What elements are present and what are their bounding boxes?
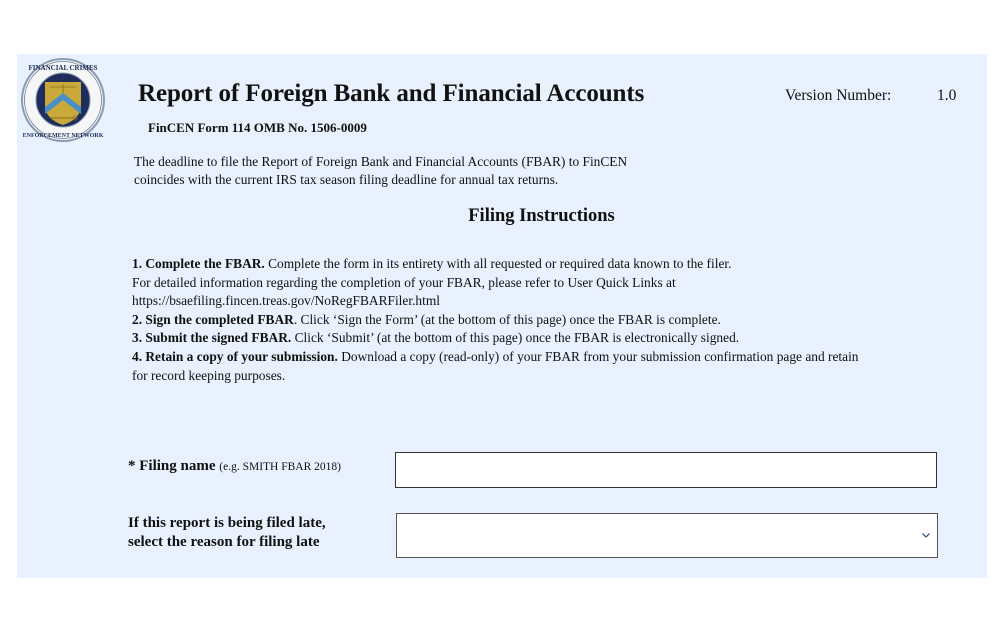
instruction-title: 2. Sign the completed FBAR xyxy=(132,311,294,327)
instruction-text: Complete the form in its entirety with all requested or required data known to the filer. xyxy=(264,256,732,271)
deadline-notice-line: The deadline to file the Report of Foreign Bank and Financial Accounts (FBAR) to FinCEN xyxy=(134,154,628,169)
instruction-item-3 xyxy=(132,329,962,348)
instruction-title: 3. Submit the signed FBAR. xyxy=(132,330,292,346)
instruction-text: Click ‘Submit’ (at the bottom of this page) once the FBAR is electronically signed. xyxy=(291,330,740,346)
chevron-down-icon xyxy=(920,529,932,541)
instruction-title: 1. Complete the FBAR. xyxy=(132,256,265,271)
version-value: 1.0 xyxy=(937,87,957,104)
late-reason-label xyxy=(128,514,326,552)
instruction-item-4 xyxy=(132,348,962,367)
fincen-seal-icon xyxy=(20,57,106,143)
instruction-detail: for record keeping purposes. xyxy=(132,367,286,383)
filing-name-hint: (e.g. SMITH FBAR 2018) xyxy=(219,461,341,473)
filing-name-input[interactable] xyxy=(395,452,937,488)
instructions-list xyxy=(132,255,962,385)
instruction-title: 4. Retain a copy of your submission. xyxy=(132,348,338,364)
deadline-notice-line: coincides with the current IRS tax season filing deadline for annual tax returns. xyxy=(134,172,559,187)
instruction-item-1 xyxy=(132,255,962,274)
quick-links-url[interactable]: https://bsaefiling.fincen.treas.gov/NoRegFBARFiler.html xyxy=(132,293,440,309)
instruction-text: . Click ‘Sign the Form’ (at the bottom of this page) once the FBAR is complete. xyxy=(293,311,721,327)
late-reason-label-line: If this report is being filed late, xyxy=(128,515,326,531)
filing-name-label-text: * Filing name xyxy=(128,458,216,474)
instruction-detail: For detailed information regarding the completion of your FBAR, please refer to User Quick Links at xyxy=(132,274,676,290)
filing-name-label xyxy=(128,457,341,477)
seal-text-bottom: ENFORCEMENT NETWORK xyxy=(22,133,104,139)
page-title: Report of Foreign Bank and Financial Accounts xyxy=(138,80,645,107)
instruction-item-2 xyxy=(132,311,962,330)
deadline-notice xyxy=(134,153,734,189)
form-subtitle: FinCEN Form 114 OMB No. 1506-0009 xyxy=(148,120,367,135)
version-label: Version Number: xyxy=(785,87,892,104)
instruction-text: Download a copy (read-only) of your FBAR from your submission confirmation page and retain xyxy=(337,348,859,364)
late-reason-label-line: select the reason for filing late xyxy=(128,534,320,550)
seal-text-top: FINANCIAL CRIMES xyxy=(28,64,98,72)
filing-instructions-heading: Filing Instructions xyxy=(468,206,615,226)
late-reason-select[interactable] xyxy=(396,513,938,558)
